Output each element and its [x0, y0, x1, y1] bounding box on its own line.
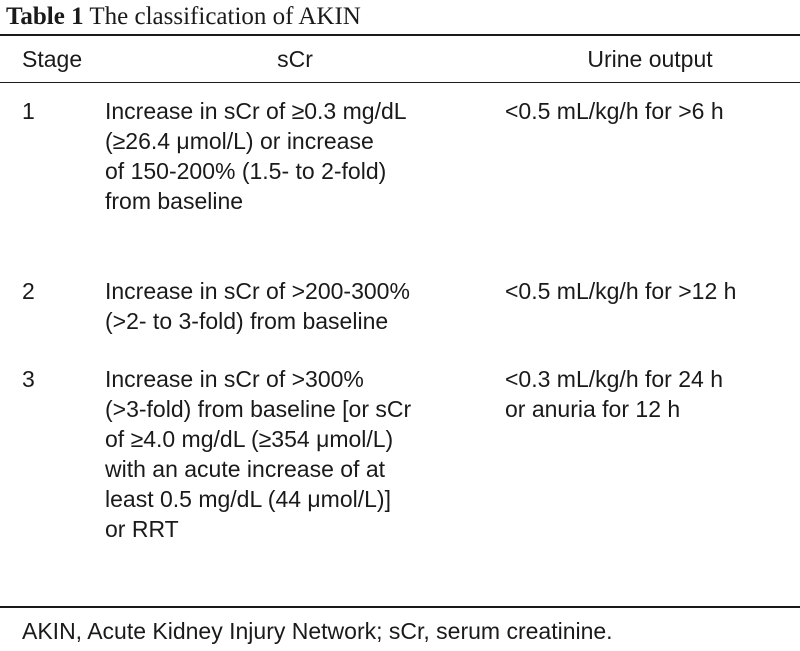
header-rule	[0, 82, 800, 83]
row-3-stage: 3	[22, 366, 35, 392]
header-urine-output: Urine output	[587, 46, 713, 72]
header-stage: Stage	[22, 46, 83, 72]
row-2-stage: 2	[22, 278, 35, 304]
row-1-scr: Increase in sCr of ≥0.3 mg/dL (≥26.4 μmol/L) or increase of 150-200% (1.5- to 2-fold) from baseline	[105, 98, 407, 214]
bottom-rule	[0, 606, 800, 608]
top-rule	[0, 34, 800, 36]
row-1-urine-output: <0.5 mL/kg/h for >6 h	[505, 98, 724, 124]
table-caption-text: The classification of AKIN	[89, 3, 361, 30]
row-1-stage: 1	[22, 98, 35, 124]
row-2-urine-output: <0.5 mL/kg/h for >12 h	[505, 278, 737, 304]
table-caption-label: Table 1	[6, 3, 84, 30]
row-3-urine-output: <0.3 mL/kg/h for 24 h or anuria for 12 h	[505, 366, 723, 422]
row-3-scr: Increase in sCr of >300% (>3-fold) from baseline [or sCr of ≥4.0 mg/dL (≥354 μmol/L) with an acute increase of at least 0.5 mg/dL (44 μmol/L)] or RRT	[105, 366, 412, 542]
table-footnote: AKIN, Acute Kidney Injury Network; sCr, serum creatinine.	[22, 618, 613, 644]
header-scr: sCr	[277, 46, 313, 72]
table-caption	[6, 2, 361, 32]
row-2-scr: Increase in sCr of >200-300% (>2- to 3-fold) from baseline	[105, 278, 410, 334]
